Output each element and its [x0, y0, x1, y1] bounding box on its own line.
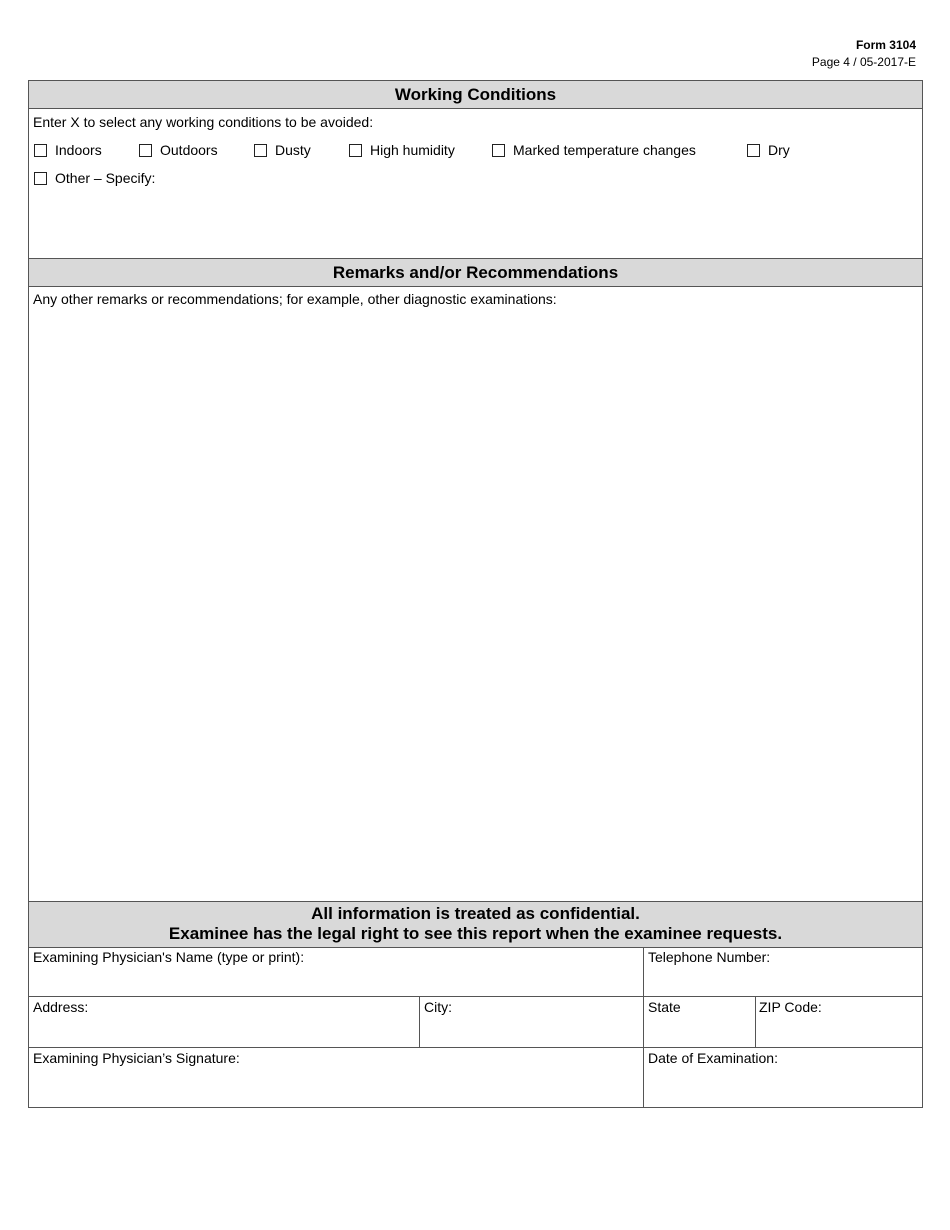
city-field[interactable]: [420, 997, 642, 1046]
marked-temperature-changes-label: Marked temperature changes: [513, 142, 696, 158]
date-of-examination-label: Date of Examination:: [648, 1050, 778, 1066]
form-body: [28, 80, 923, 1108]
remarks-instruction: Any other remarks or recommendations; for example, other diagnostic examinations:: [33, 291, 557, 307]
dusty-label: Dusty: [275, 142, 311, 158]
physician-name-field[interactable]: [29, 947, 642, 995]
signature-label: Examining Physician’s Signature:: [33, 1050, 240, 1066]
form-header: [812, 37, 916, 71]
working-conditions-header: Working Conditions: [29, 81, 922, 109]
form-number: Form 3104: [855, 38, 916, 52]
other-specify-label: Other – Specify:: [55, 170, 156, 186]
telephone-field[interactable]: [644, 947, 922, 995]
page-info: Page 4 / 05-2017-E: [811, 55, 916, 69]
confidential-line-2: Examinee has the legal right to see this report when the examinee requests.: [168, 924, 783, 943]
other-checkbox[interactable]: [34, 172, 47, 185]
confidential-line-1: All information is treated as confidential.: [311, 904, 640, 923]
city-label: City:: [424, 999, 452, 1015]
confidential-notice: [29, 902, 922, 948]
date-of-examination-field[interactable]: [644, 1048, 922, 1107]
telephone-label: Telephone Number:: [648, 949, 771, 965]
zip-code-field[interactable]: [756, 997, 922, 1046]
marked-temperature-changes-checkbox[interactable]: [492, 144, 505, 157]
high-humidity-checkbox[interactable]: [349, 144, 362, 157]
dusty-checkbox[interactable]: [254, 144, 267, 157]
physician-name-label: Examining Physician's Name (type or print):: [33, 949, 305, 965]
signature-field[interactable]: [29, 1048, 642, 1107]
address-field[interactable]: [29, 997, 419, 1046]
other-specify-field[interactable]: [159, 167, 914, 252]
outdoors-label: Outdoors: [160, 142, 218, 158]
dry-checkbox[interactable]: [747, 144, 760, 157]
indoors-label: Indoors: [55, 142, 102, 158]
address-label: Address:: [33, 999, 89, 1015]
outdoors-checkbox[interactable]: [139, 144, 152, 157]
remarks-textarea[interactable]: [29, 311, 922, 899]
state-label: State: [648, 999, 681, 1015]
remarks-header: Remarks and/or Recommendations: [29, 259, 922, 287]
state-field[interactable]: [644, 997, 754, 1046]
working-conditions-instruction: Enter X to select any working conditions to be avoided:: [33, 114, 374, 130]
high-humidity-label: High humidity: [370, 142, 455, 158]
zip-code-label: ZIP Code:: [759, 999, 822, 1015]
indoors-checkbox[interactable]: [34, 144, 47, 157]
dry-label: Dry: [768, 142, 790, 158]
